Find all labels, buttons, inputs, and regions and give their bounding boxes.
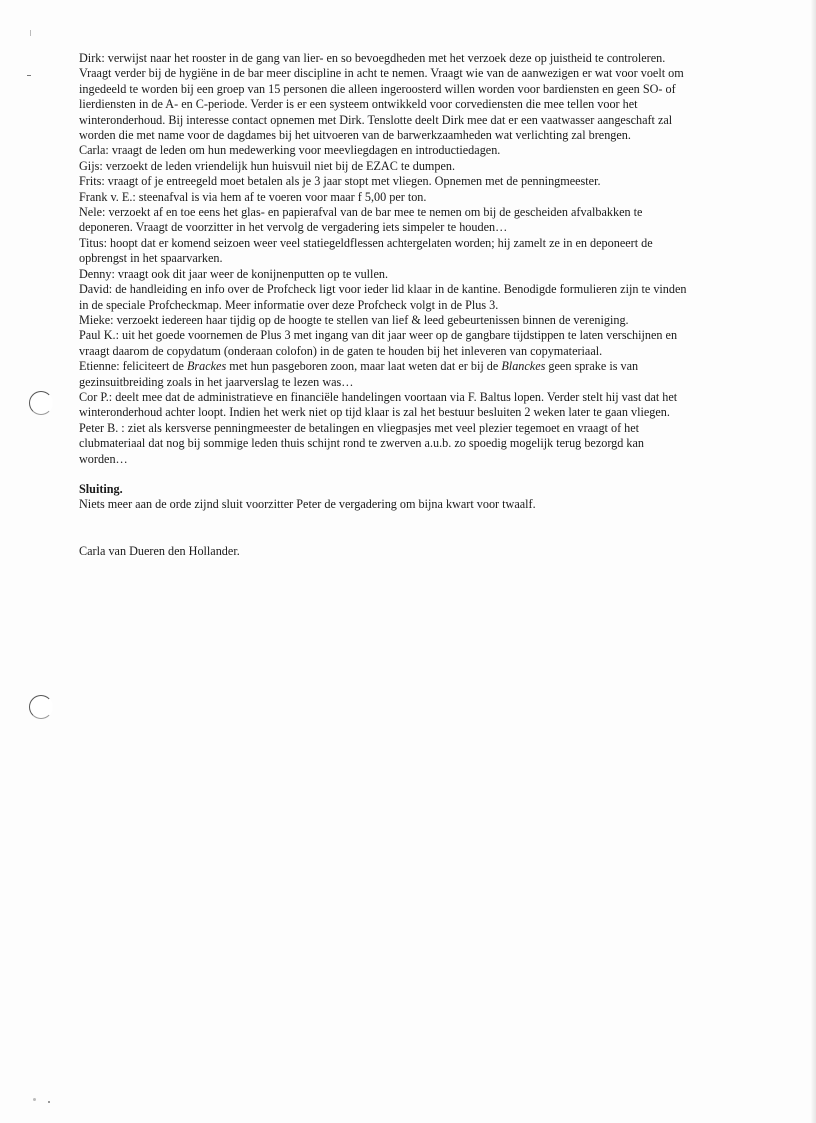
entry-line: Gijs: verzoekt de leden vriendelijk hun huisvuil niet bij de EZAC te dumpen. xyxy=(79,158,456,173)
scan-speck xyxy=(27,75,31,76)
entry-frank xyxy=(79,190,759,205)
entry-line: winteronderhoud achter loopt. Indien het werk niet op tijd klaar is zal het bestuur besluiten 2 weken later te gaan vliegen. xyxy=(79,405,670,420)
entry-text: Etienne: feliciteert de xyxy=(79,359,187,374)
entry-line: Cor P.: deelt mee dat de administratieve en financiële handelingen voortaan via F. Baltus lopen. Verder stelt hij vast dat het xyxy=(79,389,678,404)
entry-line xyxy=(79,359,759,374)
entry-line: worden… xyxy=(79,451,128,466)
entry-line: opbrengst in het spaarvarken. xyxy=(79,251,223,266)
entry-peter xyxy=(79,421,759,467)
entry-line: winteronderhoud. Bij interesse contact opnemen met Dirk. Tenslotte deelt Dirk mee dat er een vaatwasser aangeschaft zal xyxy=(79,112,673,127)
entry-line: ingedeeld te worden bij een groep van 15 personen die alleen ingeroosterd willen worden voor bardiensten en geen SO- of xyxy=(79,81,676,96)
entry-cor xyxy=(79,390,759,421)
scan-speck xyxy=(33,1098,36,1101)
minutes-body xyxy=(79,51,759,559)
entry-line: Nele: verzoekt af en toe eens het glas- en papierafval van de bar mee te nemen om bij de gescheiden afvalbakken te xyxy=(79,205,643,220)
family-name-italic: Brackes xyxy=(186,359,227,374)
entry-line: vraagt daarom de copydatum (onderaan colofon) in de gaten te houden bij het inleveren van copymateriaal. xyxy=(79,343,603,358)
entry-etienne xyxy=(79,359,759,390)
entry-dirk xyxy=(79,51,759,143)
entry-line: in de speciale Profcheckmap. Meer informatie over deze Profcheck volgt in de Plus 3. xyxy=(79,297,499,312)
entry-line: Carla: vraagt de leden om hun medewerking voor meevliegdagen en introductiedagen. xyxy=(79,143,501,158)
punch-hole-upper xyxy=(29,391,53,415)
closing-text: Niets meer aan de orde zijnd sluit voorzitter Peter de vergadering om bijna kwart voor twaalf. xyxy=(79,497,536,512)
entry-line: clubmateriaal dat nog bij sommige leden thuis schijnt rond te zwerven a.u.b. zo spoedig mogelijk terug bezorgd kan xyxy=(79,436,644,451)
scan-speck xyxy=(48,1101,50,1103)
entry-line: Peter B. : ziet als kersverse penningmeester de betalingen en vliegpasjes met veel plezier tegemoet en vraagt of het xyxy=(79,420,640,435)
entry-line: deponeren. Vraagt de voorzitter in het vervolg de vergadering iets simpeler te houden… xyxy=(79,220,508,235)
entry-line: Frank v. E.: steenafval is via hem af te voeren voor maar f 5,00 per ton. xyxy=(79,189,427,204)
entry-text: met hun pasgeboren zoon, maar laat weten dat er bij de xyxy=(226,359,502,374)
entry-text: geen sprake is van xyxy=(545,359,639,374)
entry-line: David: de handleiding en info over de Profcheck ligt voor ieder lid klaar in de kantine. Benodigde formulieren zijn te vinden xyxy=(79,282,687,297)
entry-line: gezinsuitbreiding zoals in het jaarverslag te lezen was… xyxy=(79,374,354,389)
entry-carla xyxy=(79,143,759,158)
entry-line: Denny: vraagt ook dit jaar weer de konijnenputten op te vullen. xyxy=(79,266,388,281)
entry-mieke xyxy=(79,313,759,328)
entry-titus xyxy=(79,236,759,267)
entry-line: lierdiensten in de A- en C-periode. Verder is er een systeem ontwikkeld voor corvediensten die mee tellen voor het xyxy=(79,97,638,112)
entry-line: worden die met name voor de dagdames bij het uitvoeren van de barwerkzaamheden wat verlichting zal brengen. xyxy=(79,128,631,143)
entry-nele xyxy=(79,205,759,236)
entry-line: Mieke: verzoekt iedereen haar tijdig op de hoogte te stellen van lief & leed gebeurtenissen binnen de vereniging. xyxy=(79,312,629,327)
entry-line: Vraagt verder bij de hygiëne in de bar meer discipline in acht te nemen. Vraagt wie van de aanwezigen er wat voor voelt om xyxy=(79,66,684,81)
entry-gijs xyxy=(79,159,759,174)
entry-david xyxy=(79,282,759,313)
entry-line: Titus: hoopt dat er komend seizoen weer veel statiegeldflessen achtergelaten worden; hij zamelt ze in en deponeert de xyxy=(79,235,653,250)
signature: Carla van Dueren den Hollander. xyxy=(79,543,240,558)
entry-line: Paul K.: uit het goede voornemen de Plus 3 met ingang van dit jaar weer op de gangbare tijdstippen te laten verschijnen en xyxy=(79,328,678,343)
closing-heading: Sluiting. xyxy=(79,481,123,496)
entry-line: Dirk: verwijst naar het rooster in de gang van lier- en so bevoegdheden met het verzoek deze op juistheid te controleren. xyxy=(79,51,666,65)
punch-hole-lower xyxy=(29,695,53,719)
entry-frits xyxy=(79,174,759,189)
entry-paul xyxy=(79,328,759,359)
scan-speck xyxy=(30,30,31,36)
page-edge-shadow xyxy=(810,0,816,1123)
closing-section xyxy=(79,482,759,513)
entry-line: Frits: vraagt of je entreegeld moet betalen als je 3 jaar stopt met vliegen. Opnemen met de penningmeester. xyxy=(79,174,601,189)
entry-denny xyxy=(79,267,759,282)
family-name-italic: Blanckes xyxy=(501,359,546,374)
